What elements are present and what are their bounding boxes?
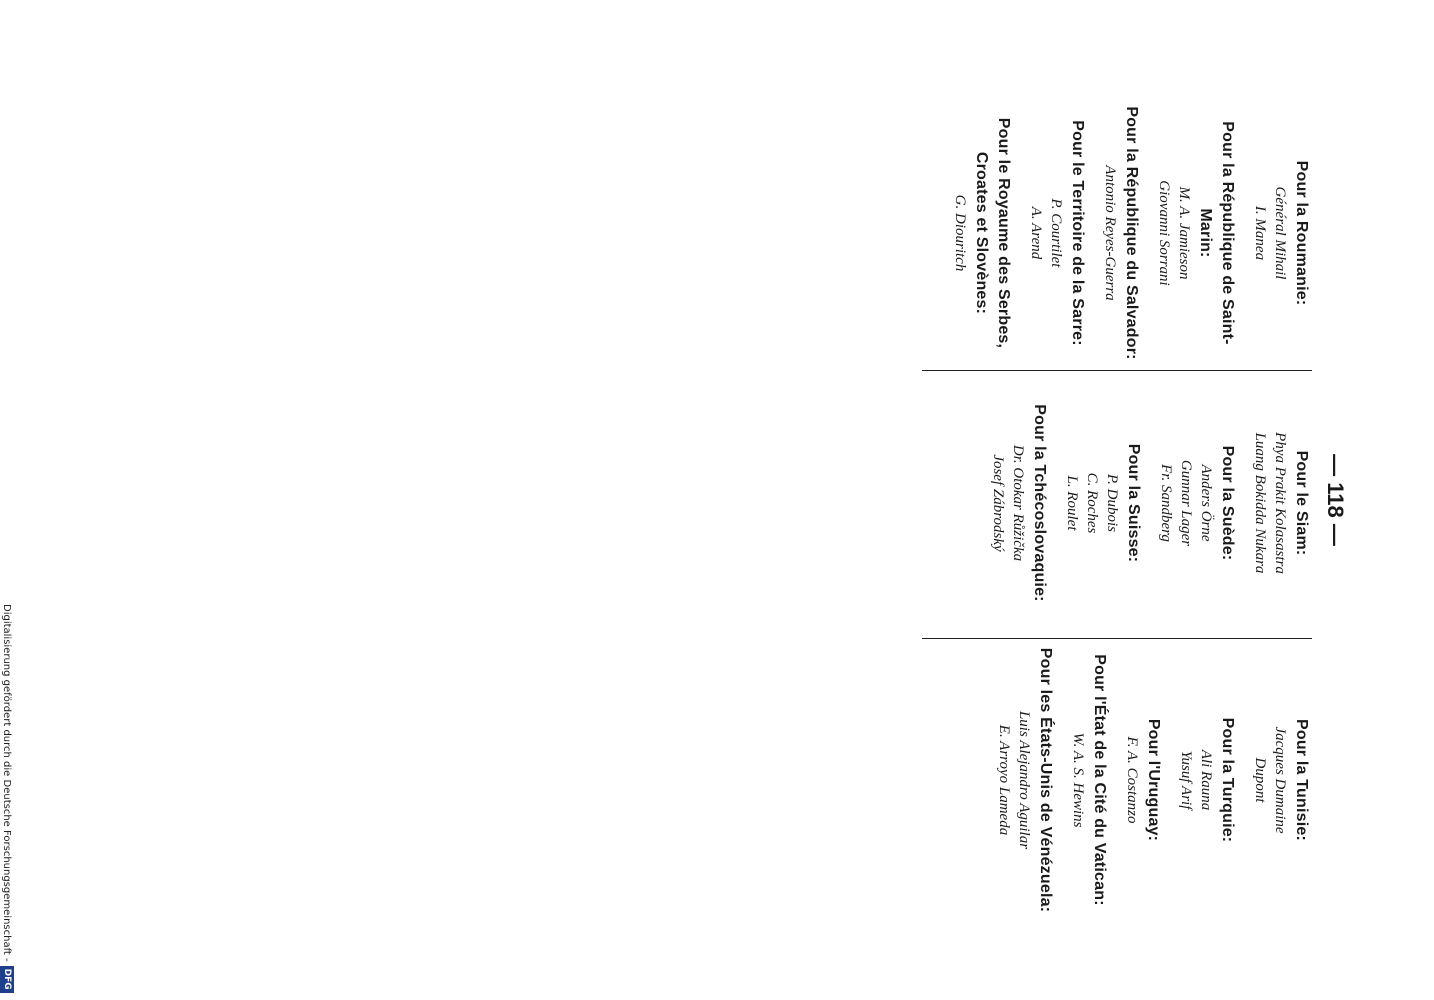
signatory-name: P. Dubois [1104, 473, 1120, 533]
country-group [1250, 640, 1312, 920]
country-heading: Pour la Suisse: [1125, 443, 1142, 563]
column-divider [922, 370, 1312, 371]
signatory-name: I. Manea [1252, 205, 1268, 261]
country-heading: Pour la Turquie: [1219, 717, 1236, 843]
signatory-name: L. Roulet [1064, 475, 1080, 531]
footer-text: Digitalisierung gefördert durch die Deutsche Forschungsgemeinschaft - [1, 604, 13, 962]
signatory-name: Gunnar Lager [1178, 459, 1194, 547]
signatory-name: Général Mihail [1272, 186, 1288, 280]
country-heading: Pour l'État de la Cité du Vatican: [1091, 654, 1108, 906]
column-divider [922, 638, 1312, 639]
country-group [1176, 640, 1238, 920]
signatory-name: F. A. Costanzo [1124, 736, 1140, 824]
signatory-name: C. Roches [1084, 472, 1100, 534]
signatory-name: Fr. Sandberg [1158, 464, 1174, 542]
signatory-column-2 [892, 372, 1312, 634]
country-group [1062, 372, 1144, 634]
country-heading: Pour l'Uruguay: [1145, 718, 1162, 842]
signatory-column-3 [892, 640, 1312, 920]
country-heading: Pour le Siam: [1293, 450, 1310, 556]
country-heading: Pour les États-Unis de Vénézuela: [1037, 647, 1054, 913]
country-heading: Pour la Tunisie: [1293, 718, 1310, 842]
signatory-name: Dupont [1252, 757, 1268, 803]
country-group [1154, 98, 1238, 368]
country-group [1026, 98, 1088, 368]
signatory-name: Luang Bokidda Nukara [1252, 432, 1268, 574]
country-heading: Pour la Suède: [1219, 445, 1236, 561]
signatory-name: Josef Zábrodský [990, 454, 1006, 552]
country-heading: Pour le Territoire de la Sarre: [1069, 120, 1086, 346]
country-group [988, 372, 1050, 634]
signatory-name: Anders Örne [1198, 464, 1214, 542]
rotated-page [890, 0, 1360, 1000]
digitization-footer [0, 604, 14, 993]
signatory-name: Antonio Reyes-Guerra [1102, 165, 1118, 301]
signatory-name: E. Arroyo Lameda [996, 724, 1012, 836]
country-group [1250, 372, 1312, 634]
signatory-name: G. Diouritch [952, 194, 968, 272]
country-group [1122, 640, 1164, 920]
country-group [1100, 98, 1142, 368]
country-heading: Pour la Tchécoslovaquie: [1031, 404, 1048, 602]
signatory-name: P. Courtilet [1048, 198, 1064, 268]
country-heading: Pour la Roumanie: [1293, 160, 1310, 306]
country-group [1156, 372, 1238, 634]
country-heading: Pour la République du Salvador: [1123, 106, 1140, 360]
signatory-name: Dr. Otokar Růžička [1010, 444, 1026, 562]
country-heading: Pour la République de Saint-Marin: [1197, 121, 1236, 345]
country-group [1068, 640, 1110, 920]
country-heading: Pour le Royaume des Serbes, Croates et Slovènes: [973, 117, 1012, 349]
signatory-name: Giovanni Sorrani [1156, 180, 1172, 286]
signatory-name: A. Arend [1028, 206, 1044, 260]
country-group [950, 98, 1014, 368]
page-number: — 118 — [1323, 454, 1348, 546]
country-group [1250, 98, 1312, 368]
signatory-name: W. A. S. Hewins [1070, 732, 1086, 828]
signatory-name: Luis Alejandro Aguilar [1016, 710, 1032, 850]
country-group [994, 640, 1056, 920]
signatory-name: Phya Prakit Kolasastra [1272, 432, 1288, 574]
signatory-name: Yusuf Arif [1178, 750, 1194, 810]
signatory-name: Ali Rauna [1198, 749, 1214, 811]
signatory-name: Jacques Dumaine [1272, 726, 1288, 834]
signatory-column-1 [892, 98, 1312, 368]
dfg-logo: DFG [0, 966, 14, 993]
signatory-name: M. A. Jamieson [1176, 186, 1192, 280]
